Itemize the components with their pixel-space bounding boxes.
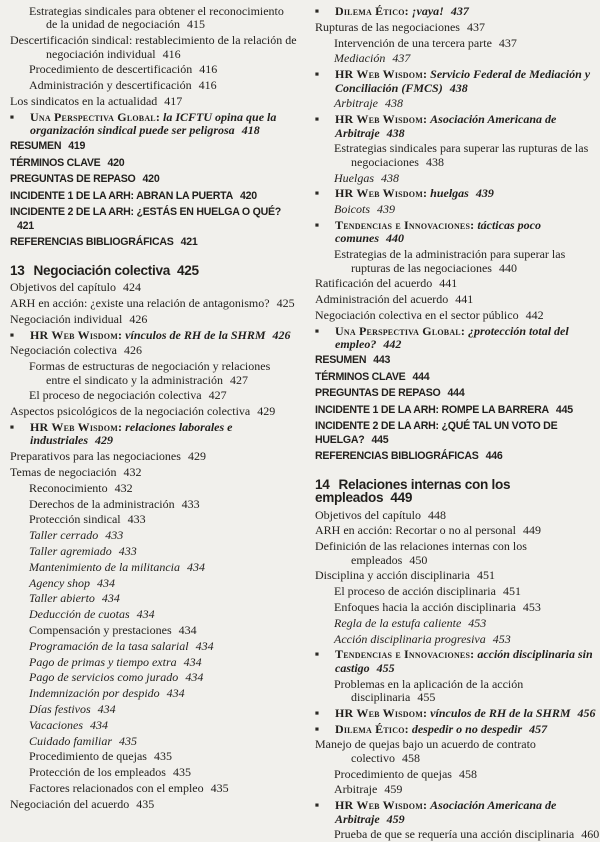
toc-entry-text: Intervención de una tercera parte [334,35,492,50]
toc-backmatter-page-number: 445 [371,433,389,446]
toc-entry [8,498,297,511]
toc-feature-title: tácticas poco comunes [335,217,541,246]
toc-entry [8,687,297,700]
toc-entry-text: Definición de las relaciones internas con los empleados [315,539,527,567]
square-bullet-icon: ■ [315,327,319,335]
toc-entry-text: Administración del acuerdo [315,292,449,307]
toc-entry-text: Protección de los empleados [29,765,166,780]
toc-feature-title: vínculos de RH de la SHRM [430,705,571,720]
toc-chapter-page-number: 425 [177,262,199,278]
toc-entry [313,37,600,50]
toc-feature-entry [8,111,297,138]
toc-entry [313,617,600,630]
toc-backmatter-text: INCIDENTE 1 DE LA ARH: ROMPE LA BARRERA [315,403,549,416]
toc-entry-page-number: 451 [476,568,495,583]
toc-column-left [8,5,297,813]
toc-backmatter-page-number: 444 [412,370,430,383]
toc-entry-page-number: 434 [89,717,108,732]
toc-entry [313,540,600,567]
toc-entry-text: Prueba de que se requería una acción disciplinaria [334,827,575,842]
toc-entry [8,5,297,32]
toc-backmatter-page-number: 421 [180,236,198,249]
toc-entry-page-number: 458 [458,766,477,781]
toc-entry-page-number: 453 [468,615,487,630]
toc-entry-page-number: 435 [210,780,229,795]
toc-backmatter-entry [313,450,600,463]
toc-entry-text: Pago de servicios como jurado [29,670,179,685]
toc-entry-text: Rupturas de las negociaciones [315,19,460,34]
toc-entry-page-number: 437 [498,35,517,50]
toc-feature-page-number: 456 [577,705,596,720]
toc-entry-page-number: 434 [136,607,155,622]
toc-entry-page-number: 439 [377,202,395,217]
toc-backmatter-page-number: 445 [555,403,573,416]
toc-backmatter-text: RESUMEN [10,140,62,152]
toc-chapter-number: 14 [315,476,330,492]
toc-entry-text: Acción disciplinaria progresiva [334,631,486,646]
toc-entry-text: Pago de primas y tiempo extra [29,654,177,669]
square-bullet-icon: ■ [315,221,319,229]
toc-entry-page-number: 460 [581,827,600,842]
toc-entry-text: Derechos de la administración [29,496,175,511]
toc-entry-text: ARH en acción: ¿existe una relación de antagonismo? [10,295,270,310]
toc-entry [8,79,297,92]
square-bullet-icon: ■ [315,651,319,659]
square-bullet-icon: ■ [315,725,319,733]
toc-entry-text: Negociación colectiva [10,343,117,358]
toc-feature-title: vínculos de RH de la SHRM [125,327,266,342]
toc-backmatter-text: REFERENCIAS BIBLIOGRÁFICAS [315,450,479,463]
toc-entry-page-number: 416 [162,46,181,61]
toc-entry-page-number: 416 [198,78,217,93]
toc-entry [8,389,297,402]
toc-entry [8,577,297,590]
toc-entry-page-number: 435 [119,733,138,748]
toc-entry-page-number: 434 [178,622,197,637]
toc-entry-text: Los sindicatos en la actualidad [10,94,158,108]
toc-entry-text: Manejo de quejas bajo un acuerdo de contrato colectivo [315,737,536,765]
toc-entry [8,360,297,387]
toc-entry-page-number: 429 [257,404,276,419]
toc-entry [8,750,297,763]
toc-column-right [313,4,600,842]
toc-entry [313,633,600,646]
toc-backmatter-entry [313,371,600,384]
toc-feature-label: Tendencias e Innovaciones: [335,647,475,662]
toc-entry-text: Factores relacionados con el empleo [29,780,204,795]
toc-feature-title: la ICFTU opina que la organización sindical puede ser peligrosa [30,109,277,138]
toc-entry [313,142,600,169]
toc-feature-label: HR Web Wisdom: [335,67,428,82]
toc-backmatter-text: TÉRMINOS CLAVE [315,370,406,383]
toc-entry-text: Preparativos para las negociaciones [10,449,181,464]
toc-chapter-page-number: 449 [390,490,413,506]
toc-feature-entry [313,68,600,95]
toc-entry-page-number: 438 [381,170,399,185]
toc-entry-page-number: 432 [123,464,142,479]
toc-feature-label: HR Web Wisdom: [30,327,123,342]
toc-entry [8,782,297,795]
toc-feature-label: Dilema Ético: [335,721,409,736]
toc-feature-entry [313,707,600,720]
toc-entry [8,735,297,748]
toc-entry [313,585,600,598]
toc-entry-page-number: 416 [199,62,218,77]
toc-entry-page-number: 432 [114,480,133,495]
toc-entry [313,293,600,306]
toc-entry-page-number: 441 [439,276,458,291]
toc-feature-label: HR Web Wisdom: [335,112,428,127]
toc-entry [8,466,297,479]
toc-entry-page-number: 434 [97,701,116,716]
toc-entry [8,561,297,574]
toc-entry-page-number: 434 [186,559,205,574]
toc-entry-page-number: 435 [136,796,155,811]
toc-entry [313,828,600,841]
toc-chapter-number: 13 [10,262,25,278]
toc-feature-label: HR Web Wisdom: [335,186,428,201]
toc-backmatter-entry [313,387,600,400]
toc-entry-text: Protección sindical [29,512,121,527]
toc-backmatter-entry [8,140,297,153]
toc-entry [313,768,600,781]
toc-feature-entry [8,329,297,342]
toc-backmatter-text: REFERENCIAS BIBLIOGRÁFICAS [10,236,174,249]
toc-entry-page-number: 459 [384,782,403,797]
toc-entry-page-number: 455 [417,689,436,704]
toc-entry-text: Agency shop [29,575,90,590]
toc-feature-page-number: 442 [383,337,402,352]
toc-backmatter-entry [8,206,297,233]
toc-entry-text: Objetivos del capítulo [10,280,116,295]
toc-feature-page-number: 429 [95,433,114,448]
toc-backmatter-text: PREGUNTAS DE REPASO [10,173,136,186]
toc-chapter-heading [8,264,297,277]
toc-feature-page-number: 418 [241,123,260,138]
toc-backmatter-entry [313,404,600,417]
toc-feature-title: ¿protección total del empleo? [335,323,569,352]
toc-backmatter-text: INCIDENTE 2 DE LA ARH: ¿QUÉ TAL UN VOTO DE HUELGA? [315,420,558,446]
toc-entry-page-number: 429 [187,449,206,464]
toc-entry-page-number: 427 [208,388,227,403]
toc-entry-text: Formas de estructuras de negociación y relaciones entre el sindicato y la administración [29,359,271,387]
toc-entry-text: El proceso de acción disciplinaria [334,584,496,599]
toc-entry-text: Estrategias de la administración para superar las rupturas de las negociaciones [334,247,566,275]
toc-entry-text: Estrategias sindicales para superar las rupturas de las negociaciones [334,141,589,169]
toc-entry-text: Huelgas [334,170,374,185]
toc-entry-page-number: 441 [455,292,474,307]
toc-feature-entry [313,113,600,140]
toc-entry-text: Ratificación del acuerdo [315,276,433,291]
toc-feature-label: Una Perspectiva Global: [30,109,161,124]
toc-entry-page-number: 433 [127,512,146,527]
toc-entry-page-number: 440 [498,260,517,275]
toc-entry-text: Compensación y prestaciones [29,622,172,637]
toc-feature-label: Dilema Ético: [335,4,409,18]
toc-entry-text: Deducción de cuotas [29,607,130,622]
toc-entry [8,95,297,108]
toc-entry-page-number: 434 [183,654,202,669]
square-bullet-icon: ■ [315,709,319,717]
toc-feature-page-number: 457 [529,721,548,736]
toc-entry [313,309,600,322]
toc-feature-label: HR Web Wisdom: [30,419,123,434]
toc-entry [8,405,297,418]
toc-entry-text: Taller agremiado [29,543,112,558]
toc-backmatter-page-number: 420 [142,173,160,186]
toc-chapter-title: Relaciones internas con los empleados [315,476,511,506]
toc-entry-text: Enfoques hacia la acción disciplinaria [334,599,516,614]
toc-feature-title: ¡vaya! [411,4,444,18]
toc-entry [313,248,600,275]
toc-backmatter-text: INCIDENTE 2 DE LA ARH: ¿ESTÁS EN HUELGA O QUÉ? [10,206,282,219]
toc-backmatter-page-number: 444 [447,387,465,400]
toc-entry-page-number: 437 [392,51,411,66]
toc-backmatter-text: INCIDENTE 1 DE LA ARH: ABRAN LA PUERTA [10,189,233,202]
toc-feature-page-number: 438 [449,80,468,95]
toc-entry-page-number: 433 [105,528,124,543]
toc-entry [8,703,297,716]
toc-feature-entry [313,5,600,18]
toc-entry-text: Indemnización por despido [29,686,160,701]
toc-chapter-heading [313,478,600,505]
toc-entry-page-number: 453 [522,599,541,614]
toc-entry-text: Arbitraje [334,782,378,797]
toc-backmatter-entry [313,354,600,367]
toc-feature-label: Una Perspectiva Global: [335,323,466,338]
toc-feature-title: huelgas [430,186,469,201]
toc-entry [313,524,600,537]
toc-entry [8,313,297,326]
toc-entry-page-number: 434 [96,575,115,590]
toc-entry [8,592,297,605]
toc-entry [8,671,297,684]
toc-entry-page-number: 458 [401,750,420,765]
toc-entry [313,52,600,65]
toc-feature-title: acción disciplinaria sin castigo [335,647,593,675]
toc-backmatter-entry [313,420,600,447]
toc-feature-label: Tendencias e Innovaciones: [335,217,475,232]
toc-feature-page-number: 459 [386,811,405,826]
toc-feature-title: despedir o no despedir [411,721,523,736]
toc-feature-entry [313,187,600,200]
toc-feature-page-number: 439 [475,186,494,201]
toc-entry-page-number: 450 [409,552,428,567]
toc-feature-page-number: 426 [272,327,291,342]
toc-backmatter-page-number: 420 [239,189,257,202]
toc-entry-page-number: 427 [229,372,248,387]
toc-entry-text: Taller abierto [29,591,95,606]
square-bullet-icon: ■ [10,423,14,431]
toc-entry [313,172,600,185]
toc-feature-label: HR Web Wisdom: [335,798,428,813]
toc-feature-entry [8,421,297,448]
toc-backmatter-entry [8,157,297,170]
toc-backmatter-text: TÉRMINOS CLAVE [10,156,101,169]
toc-feature-label: HR Web Wisdom: [335,705,428,720]
toc-entry [313,21,600,34]
toc-entry-page-number: 449 [522,523,541,538]
toc-entry [8,624,297,637]
toc-entry [313,678,600,705]
toc-entry [8,513,297,526]
toc-entry-page-number: 435 [172,765,191,780]
toc-entry-text: Estrategias sindicales para obtener el reconocimiento de la unidad de negociación [29,4,284,32]
toc-entry [8,545,297,558]
toc-entry-page-number: 424 [122,280,141,295]
toc-entry [313,277,600,290]
toc-entry [8,640,297,653]
toc-entry-page-number: 438 [385,96,403,111]
toc-entry-text: Temas de negociación [10,464,117,479]
toc-entry-page-number: 442 [525,307,544,322]
toc-entry-text: Mediación [334,51,386,66]
toc-entry-page-number: 425 [276,295,295,310]
toc-entry-page-number: 434 [166,686,185,701]
toc-entry-page-number: 451 [502,584,521,599]
toc-feature-title: Asociación Americana de Arbitraje [335,798,557,826]
toc-entry-text: Negociación del acuerdo [10,796,130,811]
toc-entry [8,34,297,61]
toc-entry [8,482,297,495]
toc-entry-page-number: 417 [164,94,183,108]
square-bullet-icon: ■ [315,71,319,79]
toc-entry-page-number: 434 [195,638,214,653]
toc-entry-text: Negociación individual [10,311,123,326]
toc-entry [313,601,600,614]
square-bullet-icon: ■ [315,190,319,198]
toc-entry-text: Regla de la estufa caliente [334,615,462,630]
toc-chapter-title: Negociación colectiva [33,262,171,278]
toc-entry [8,297,297,310]
toc-entry-text: Arbitraje [334,96,378,111]
toc-entry-text: Administración y descertificación [29,78,192,93]
toc-feature-entry [313,648,600,675]
toc-entry-page-number: 437 [466,19,485,34]
toc-entry [8,798,297,811]
toc-backmatter-entry [8,236,297,249]
toc-backmatter-page-number: 419 [68,140,86,152]
toc-entry-text: Negociación colectiva en el sector público [315,307,519,322]
toc-backmatter-text: PREGUNTAS DE REPASO [315,387,441,400]
square-bullet-icon: ■ [315,8,319,15]
toc-entry-text: Cuidado familiar [29,733,113,748]
toc-entry-text: Problemas en la aplicación de la acción disciplinaria [334,676,524,704]
toc-entry [313,783,600,796]
toc-feature-entry [313,219,600,246]
toc-backmatter-page-number: 443 [373,353,391,366]
toc-entry [8,656,297,669]
toc-backmatter-entry [8,190,297,203]
toc-entry-text: Descertificación sindical: restablecimiento de la relación de negociación individual [10,33,297,61]
toc-entry [313,738,600,765]
toc-backmatter-page-number: 421 [17,219,34,232]
toc-entry-text: Taller cerrado [29,528,99,543]
toc-entry-text: Procedimiento de quejas [29,749,147,764]
toc-feature-page-number: 438 [386,125,405,140]
toc-feature-page-number: 437 [450,4,469,18]
toc-feature-title: relaciones laborales e industriales [30,419,233,448]
toc-feature-title: Servicio Federal de Mediación y Conciliación (FMCS) [335,67,591,95]
toc-entry [8,63,297,76]
toc-entry [8,766,297,779]
toc-feature-page-number: 455 [376,660,395,675]
toc-entry-page-number: 448 [427,507,446,522]
toc-entry-text: Mantenimiento de la militancia [29,559,180,574]
toc-entry-text: Disciplina y acción disciplinaria [315,568,470,583]
toc-entry-text: Días festivos [29,701,91,716]
toc-feature-entry [313,723,600,736]
toc-feature-page-number: 440 [386,231,405,246]
toc-entry-page-number: 438 [425,154,444,169]
toc-entry [313,203,600,216]
toc-entry-text: Programación de la tasa salarial [29,638,189,653]
toc-entry-page-number: 426 [129,311,148,326]
toc-backmatter-page-number: 420 [107,156,125,169]
toc-entry-page-number: 433 [118,543,137,558]
toc-feature-title: Asociación Americana de Arbitraje [335,112,557,140]
toc-backmatter-text: RESUMEN [315,353,367,366]
toc-entry-text: Procedimiento de descertificación [29,62,193,77]
toc-entry [8,344,297,357]
toc-entry-text: Vacaciones [29,717,83,732]
toc-feature-entry [313,325,600,352]
toc-entry [313,97,600,110]
toc-entry [8,608,297,621]
square-bullet-icon: ■ [10,113,14,121]
toc-entry-page-number: 433 [181,496,200,511]
toc-entry-text: Boicots [334,202,370,217]
toc-entry-page-number: 453 [492,631,511,646]
toc-entry [313,509,600,522]
toc-entry-text: Objetivos del capítulo [315,507,421,522]
toc-entry-text: ARH en acción: Recortar o no al personal [315,523,516,538]
toc-entry [8,719,297,732]
toc-entry-text: Procedimiento de quejas [334,766,452,781]
square-bullet-icon: ■ [315,116,319,124]
toc-entry-page-number: 434 [185,670,204,685]
toc-entry-page-number: 415 [186,17,205,32]
toc-entry-page-number: 426 [123,343,142,358]
toc-backmatter-entry [8,173,297,186]
toc-entry [8,529,297,542]
toc-entry-text: Reconocimiento [29,480,108,495]
toc-entry [313,569,600,582]
toc-entry [8,450,297,463]
toc-entry-text: Aspectos psicológicos de la negociación colectiva [10,404,251,419]
toc-entry [8,281,297,294]
square-bullet-icon: ■ [10,331,14,339]
toc-backmatter-page-number: 446 [485,450,503,463]
square-bullet-icon: ■ [315,802,319,810]
toc-entry-text: El proceso de negociación colectiva [29,388,202,403]
toc-entry-page-number: 434 [101,591,120,606]
toc-entry-page-number: 435 [153,749,172,764]
